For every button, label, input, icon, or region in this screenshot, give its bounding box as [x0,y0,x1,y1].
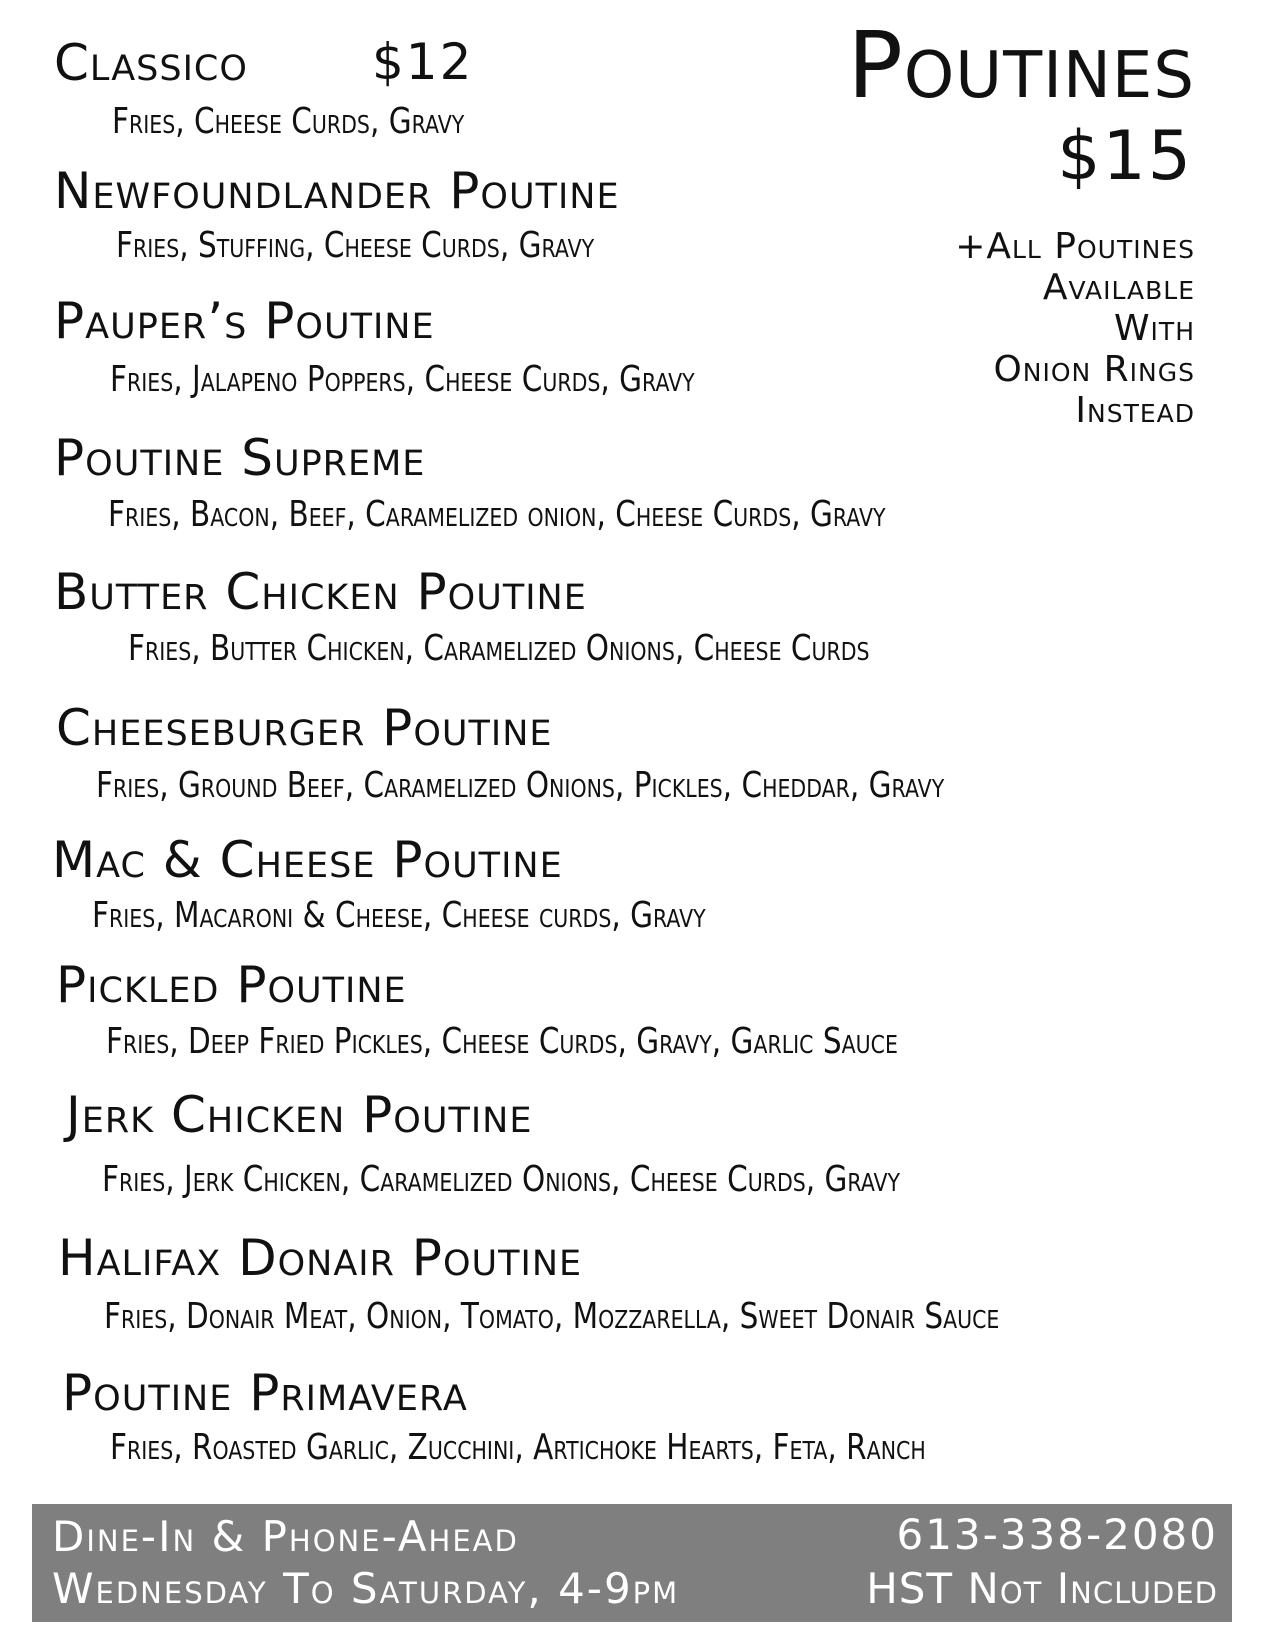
item-name: Halifax Donair Poutine [58,1229,583,1287]
note-line: Available [1042,267,1195,308]
item-name: Jerk Chicken Poutine [66,1086,533,1144]
menu-title: Poutines [847,12,1195,119]
item-name: Newfoundlander Poutine [54,162,620,220]
item-name: Pauper’s Poutine [54,292,435,350]
tax-note: HST Not Included [866,1564,1218,1613]
note-line: Instead [1075,390,1195,431]
item-description: Fries, Butter Chicken, Caramelized Onions, Cheese Curds [128,628,870,669]
item-name: Mac & Cheese Poutine [52,831,563,889]
note-line: Onion Rings [993,349,1195,390]
item-description: Fries, Macaroni & Cheese, Cheese curds, Gravy [92,895,706,936]
item-name: Pickled Poutine [56,956,407,1014]
item-description: Fries, Cheese Curds, Gravy [112,101,465,142]
menu-base-price: $15 [1057,117,1193,196]
item-description: Fries, Jalapeno Poppers, Cheese Curds, Gravy [110,359,695,400]
item-description: Fries, Ground Beef, Caramelized Onions, Pickles, Cheddar, Gravy [96,765,945,806]
note-line: +All Poutines [955,226,1195,267]
item-description: Fries, Donair Meat, Onion, Tomato, Mozzarella, Sweet Donair Sauce [104,1296,1000,1337]
service-info: Dine-In & Phone-Ahead [52,1512,519,1561]
item-name: Cheeseburger Poutine [56,699,553,757]
footer-bar [32,1504,1232,1622]
item-description: Fries, Jerk Chicken, Caramelized Onions, Cheese Curds, Gravy [102,1159,901,1200]
item-name: Poutine Supreme [54,429,426,487]
phone-number: 613-338-2080 [896,1510,1218,1559]
item-price-classico: $12 [372,33,474,91]
item-description: Fries, Roasted Garlic, Zucchini, Artichoke Hearts, Feta, Ranch [110,1427,926,1468]
onion-rings-note [795,226,1195,431]
item-description: Fries, Stuffing, Cheese Curds, Gravy [116,225,595,266]
note-line: With [1113,308,1195,349]
item-name: Poutine Primavera [62,1364,468,1422]
item-description: Fries, Deep Fried Pickles, Cheese Curds, Gravy, Garlic Sauce [106,1021,898,1062]
opening-hours: Wednesday To Saturday, 4-9pm [52,1564,680,1613]
item-name: Butter Chicken Poutine [54,563,587,621]
item-name-classico: Classico [54,34,248,92]
item-description: Fries, Bacon, Beef, Caramelized onion, Cheese Curds, Gravy [108,494,886,535]
